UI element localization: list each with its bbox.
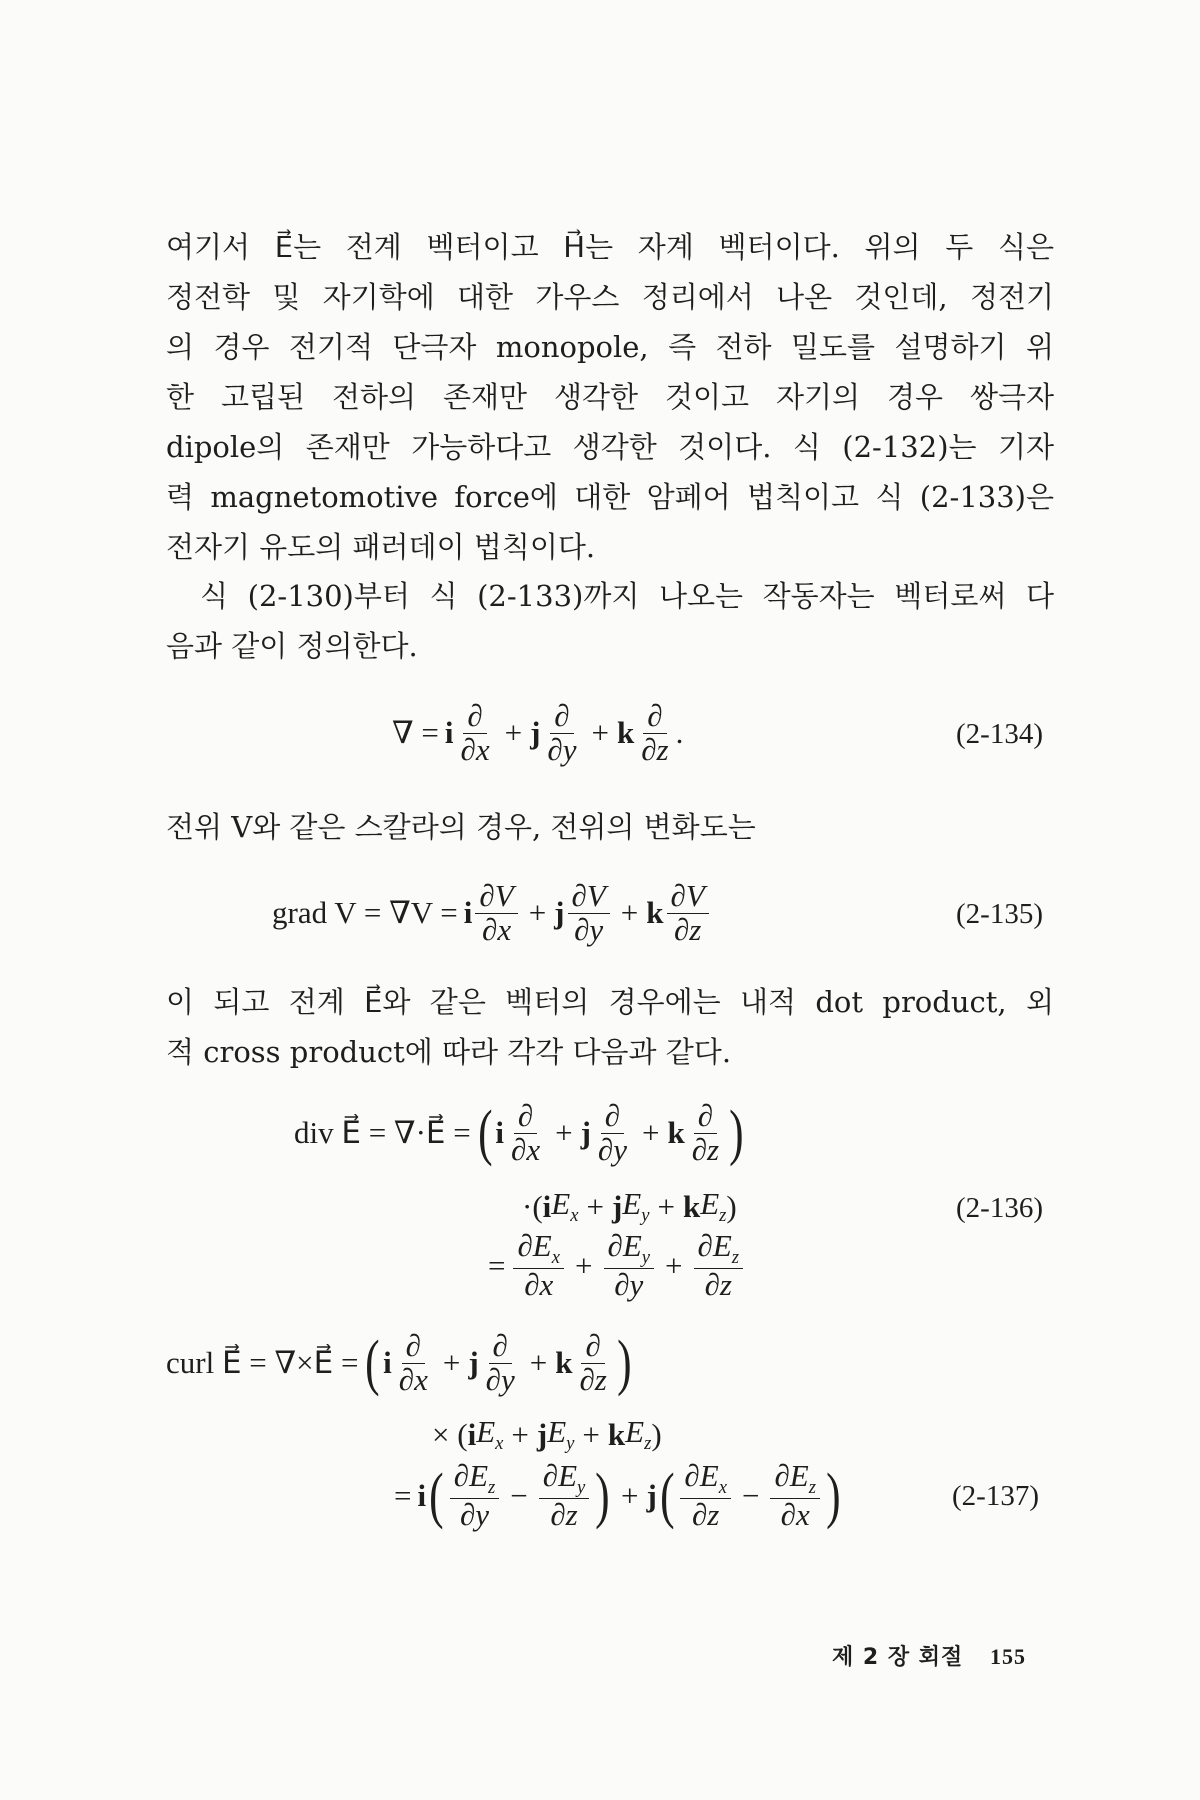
paragraph-1 bbox=[166, 222, 1054, 572]
text-line: 전자기 유도의 패러데이 법칙이다. bbox=[166, 530, 596, 564]
text-line: 음과 같이 정의한다. bbox=[166, 629, 418, 663]
equation-number: (2-136) bbox=[956, 1192, 1043, 1224]
equation-lhs: ∇ = bbox=[392, 715, 439, 751]
equation-number: (2-135) bbox=[956, 898, 1043, 930]
equation-lhs: div E⃗ = ∇·E⃗ = bbox=[294, 1115, 471, 1151]
text-line: 정전학 및 자기학에 대한 가우스 정리에서 나온 것인데, 정전기 bbox=[166, 280, 1054, 314]
paragraph-3 bbox=[166, 802, 1054, 852]
paragraph-4 bbox=[166, 977, 1054, 1077]
equation-2-137: curl E⃗ = ∇×E⃗ = ( i $\frac{\partial}{\partial x}$ + j $\frac{\partial}{\partial y}$ + k $\frac{\partial}{\partial z}$ ) × ( i $E_x$ + j $E_y$ + k $E_z$ ) = i ( $\frac{\partial E_z}{\partial y}$ − $\frac{\partial E_y}{\partial z}$ ) + j ( $\frac{\partial E_x}{\partial z}$ − $\frac{\partial E_z}{\partial x}$ ) (2-137) bbox=[166, 1328, 1039, 1532]
equation-lhs: curl E⃗ = ∇×E⃗ = bbox=[166, 1345, 359, 1381]
text-line: 의 경우 전기적 단극자 monopole, 즉 전하 밀도를 설명하기 위 bbox=[166, 330, 1054, 364]
text-line: 식 (2-130)부터 식 (2-133)까지 나오는 작동자는 벡터로써 다 bbox=[200, 579, 1054, 613]
text-line: 전위 V와 같은 스칼라의 경우, 전위의 변화도는 bbox=[166, 810, 756, 844]
equation-2-134: ∇ = i $\frac{\partial}{\partial x}$ + j $\frac{\partial}{\partial y}$ + k $\frac{\partial}{\partial z}$ . (2-134) bbox=[392, 698, 1043, 767]
equation-2-135: grad V = ∇V = i $\frac{\partial V}{\partial x}$ + j $\frac{\partial V}{\partial y}$ + k $\frac{\partial V}{\partial z}$ (2-135) bbox=[272, 878, 1043, 947]
equation-number: (2-137) bbox=[952, 1480, 1039, 1512]
paragraph-2 bbox=[166, 571, 1054, 671]
equation-number: (2-134) bbox=[956, 718, 1043, 750]
text-line: 이 되고 전계 E⃗와 같은 벡터의 경우에는 내적 dot product, 외 bbox=[166, 985, 1054, 1019]
equation-2-136: div E⃗ = ∇·E⃗ = ( i $\frac{\partial}{\partial x}$ + j $\frac{\partial}{\partial y}$ + k $\frac{\partial}{\partial z}$ ) ·( i $E_x$ + j $E_y$ + k $E_z$ ) (2-136) = $\frac{\partial E_x}{\partial x}$ + $\frac{\partial E_y}{\partial y}$ + $\frac{\partial E_z}{\partial z}$ bbox=[294, 1098, 1043, 1302]
text-line: 여기서 E⃗는 전계 벡터이고 H⃗는 자계 벡터이다. 위의 두 식은 bbox=[166, 230, 1054, 264]
equation-lhs: grad V = ∇V = bbox=[272, 895, 458, 931]
page-footer bbox=[832, 1640, 1026, 1671]
text-line: 적 cross product에 따라 각각 다음과 같다. bbox=[166, 1035, 732, 1069]
text-line: 력 magnetomotive force에 대한 암페어 법칙이고 식 (2-133)은 bbox=[166, 480, 1054, 514]
chapter-title: 제 2 장 회절 bbox=[832, 1645, 964, 1670]
text-line: dipole의 존재만 가능하다고 생각한 것이다. 식 (2-132)는 기자 bbox=[166, 430, 1054, 464]
text-line: 한 고립된 전하의 존재만 생각한 것이고 자기의 경우 쌍극자 bbox=[166, 380, 1054, 414]
page-number: 155 bbox=[989, 1644, 1026, 1669]
